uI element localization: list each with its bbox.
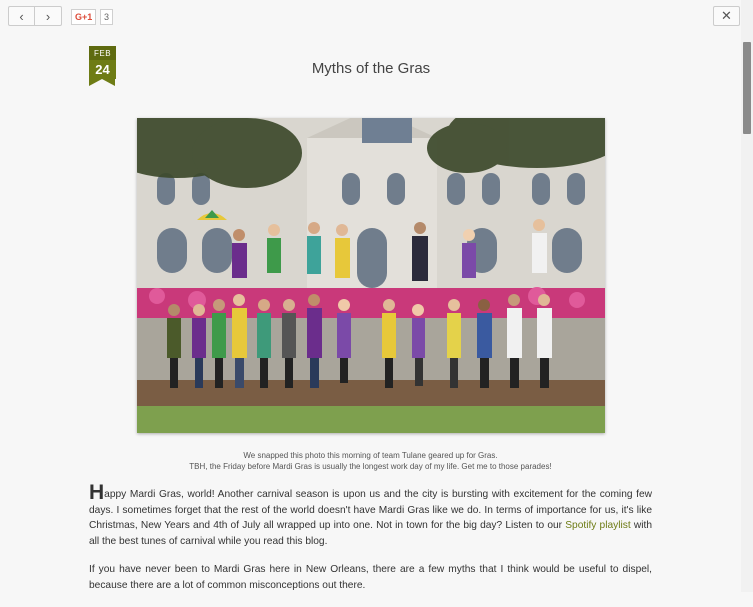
date-badge-ribbon bbox=[89, 79, 115, 86]
close-icon: ✕ bbox=[721, 8, 732, 23]
post-date-badge bbox=[89, 46, 116, 92]
spotify-playlist-link[interactable]: Spotify playlist bbox=[565, 520, 631, 532]
group-photo-illustration bbox=[137, 118, 605, 433]
photo-caption bbox=[89, 450, 652, 472]
caption-line-2: TBH, the Friday before Mardi Gras is usually the longest work day of my life. Get me to those parades! bbox=[189, 462, 552, 471]
top-toolbar bbox=[0, 0, 741, 34]
paragraph-1-text-b: with all the best tunes of carnival while you read this blog. bbox=[89, 520, 652, 547]
previous-post-button[interactable] bbox=[8, 6, 35, 26]
post-date-day: 24 bbox=[89, 60, 116, 79]
google-plus-count: 3 bbox=[100, 9, 113, 25]
next-post-button[interactable] bbox=[35, 6, 62, 26]
chevron-left-icon: ‹ bbox=[19, 8, 24, 24]
scrollbar-thumb[interactable] bbox=[743, 42, 751, 134]
paragraph-1 bbox=[89, 481, 652, 549]
paragraph-1-text-a: appy Mardi Gras, world! Another carnival season is upon us and the city is bursting with excitement for the coming few days. I sometimes forget that the rest of the world doesn't have Mardi Gras like we do. In terms of importance for us, it's like Christmas, New Years and 4th of July all wrapped up into one. Not in town for the big day? Listen to our bbox=[89, 489, 652, 532]
post-title: Myths of the Gras bbox=[311, 60, 431, 77]
vertical-scrollbar[interactable] bbox=[741, 0, 753, 592]
post-date-month: FEB bbox=[89, 46, 116, 60]
paragraph-2: If you have never been to Mardi Gras here in New Orleans, there are a few myths that I think would be useful to dispel, because there are a lot of common misconceptions out there. bbox=[89, 564, 652, 591]
caption-line-1: We snapped this photo this morning of team Tulane geared up for Gras. bbox=[243, 451, 498, 460]
post-photo bbox=[137, 118, 605, 433]
dropcap-letter: H bbox=[89, 481, 105, 504]
close-button[interactable] bbox=[713, 6, 740, 26]
chevron-right-icon: › bbox=[45, 8, 51, 24]
google-plus-one-button[interactable]: G+1 bbox=[71, 9, 96, 25]
post-body bbox=[89, 481, 652, 607]
